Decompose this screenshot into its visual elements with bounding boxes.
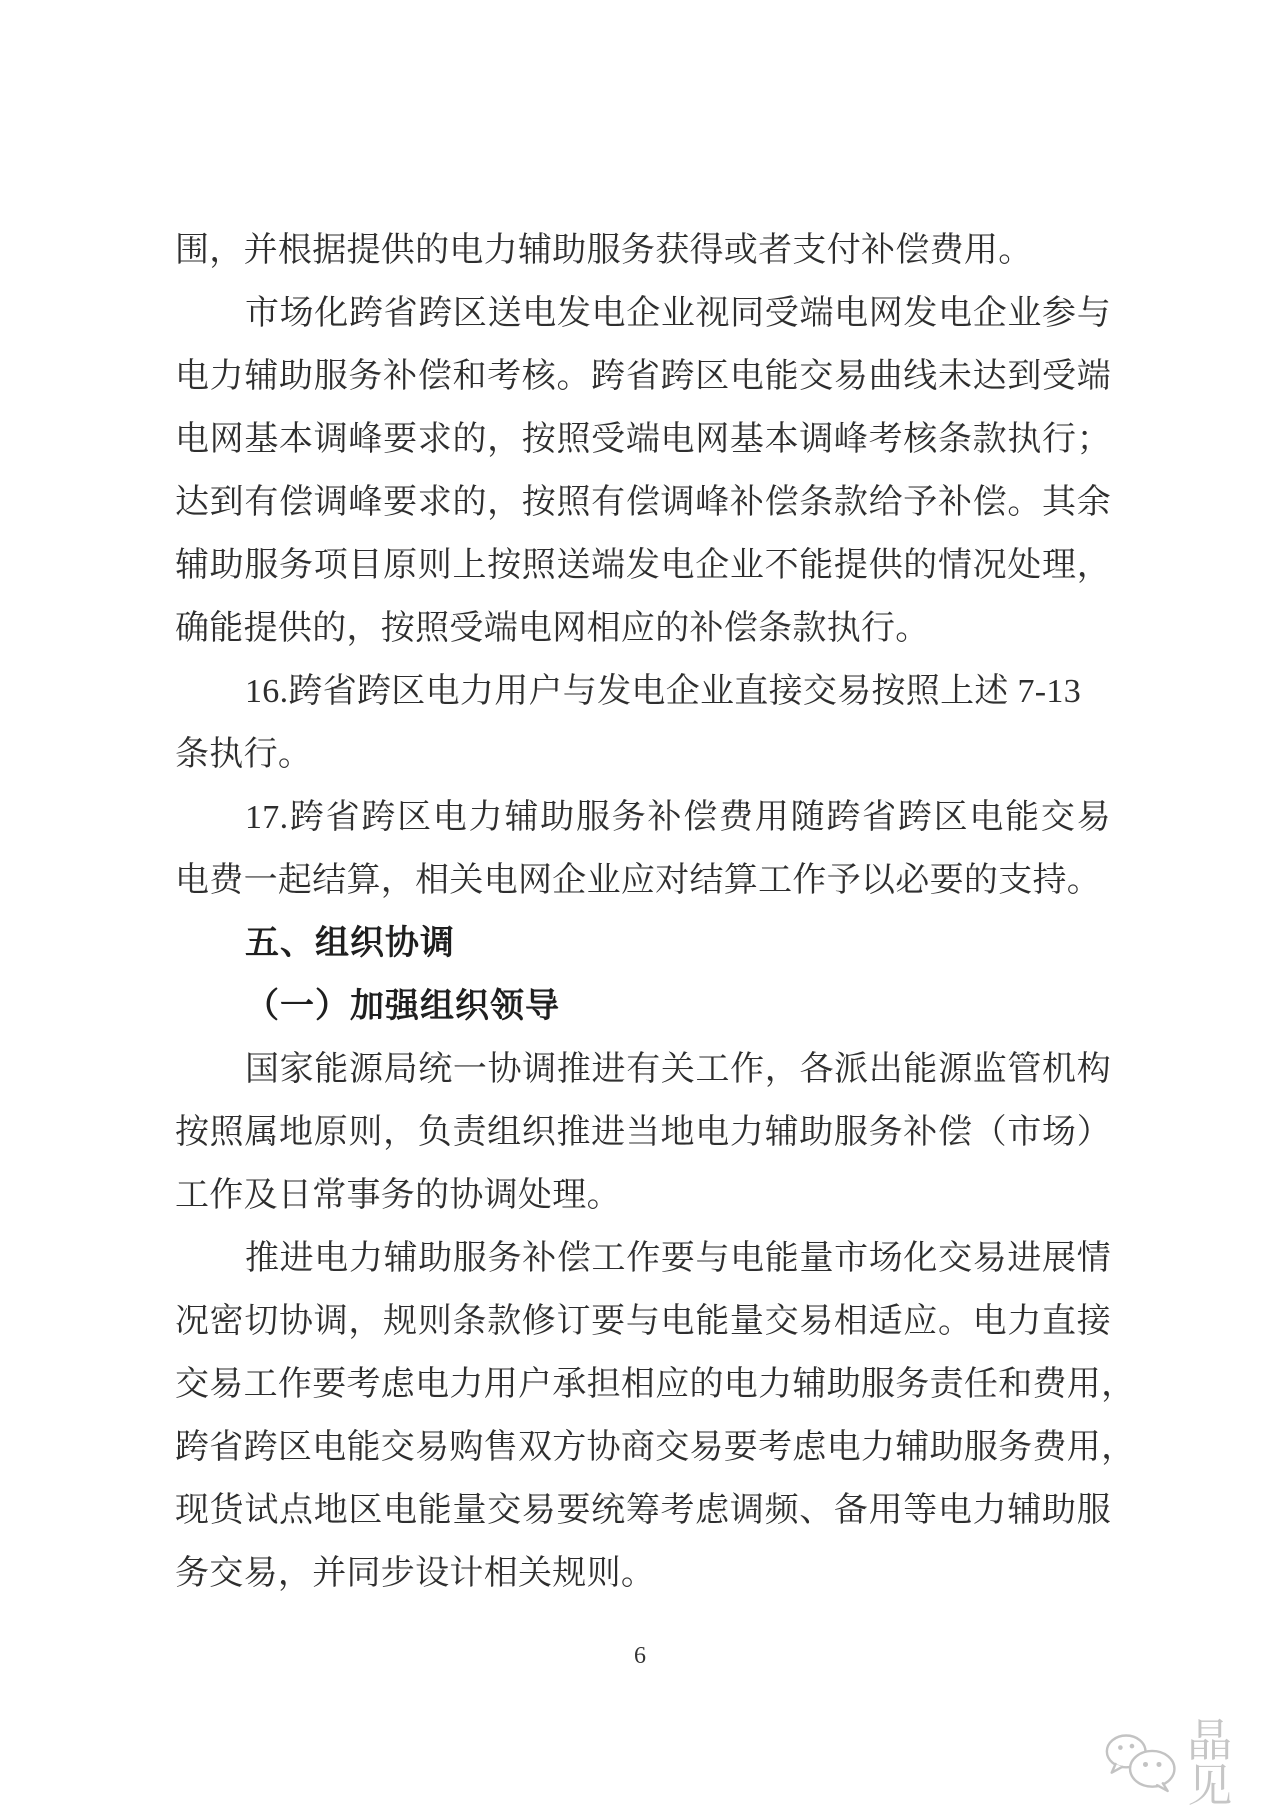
text-line: 务交易，并同步设计相关规则。 <box>175 1555 656 1592</box>
text-line: 电网基本调峰要求的，按照受端电网基本调峰考核条款执行； <box>175 421 1111 458</box>
wechat-icon <box>1103 1732 1178 1794</box>
text-line: 确能提供的，按照受端电网相应的补偿条款执行。 <box>175 610 930 647</box>
text-line: 达到有偿调峰要求的，按照有偿调峰补偿条款给予补偿。其余 <box>175 484 1111 521</box>
text-line: 辅助服务项目原则上按照送端发电企业不能提供的情况处理， <box>175 547 1111 584</box>
text-line: 电费一起结算，相关电网企业应对结算工作予以必要的支持。 <box>175 862 1102 899</box>
document-body <box>175 219 1136 1605</box>
text-line-item-16: 16.跨省跨区电力用户与发电企业直接交易按照上述 7-13 <box>245 673 1082 710</box>
subsection-heading: （一）加强组织领导 <box>245 987 560 1025</box>
text-line: 按照属地原则，负责组织推进当地电力辅助服务补偿（市场） <box>175 1114 1111 1151</box>
text-line: 跨省跨区电能交易购售双方协商交易要考虑电力辅助服务费用， <box>175 1429 1136 1466</box>
text-line: 推进电力辅助服务补偿工作要与电能量市场化交易进展情 <box>245 1240 1111 1277</box>
text-line: 条执行。 <box>175 736 313 773</box>
text-line: 交易工作要考虑电力用户承担相应的电力辅助服务责任和费用， <box>175 1366 1136 1403</box>
brand-name: 晶见 <box>1187 1715 1236 1809</box>
text-line: 工作及日常事务的协调处理。 <box>175 1177 621 1214</box>
page-number: 6 <box>634 1643 646 1669</box>
section-heading: 五、组织协调 <box>245 924 455 962</box>
text-line: 围，并根据提供的电力辅助服务获得或者支付补偿费用。 <box>175 232 1033 269</box>
text-line: 况密切协调，规则条款修订要与电能量交易相适应。电力直接 <box>175 1303 1111 1340</box>
text-line-item-17: 17.跨省跨区电力辅助服务补偿费用随跨省跨区电能交易 <box>245 799 1111 836</box>
brand-watermark <box>1103 1715 1280 1809</box>
text-line: 现货试点地区电能量交易要统筹考虑调频、备用等电力辅助服 <box>175 1492 1111 1529</box>
text-line: 国家能源局统一协调推进有关工作，各派出能源监管机构 <box>245 1051 1111 1088</box>
text-line: 电力辅助服务补偿和考核。跨省跨区电能交易曲线未达到受端 <box>175 358 1111 395</box>
text-line: 市场化跨省跨区送电发电企业视同受端电网发电企业参与 <box>245 295 1111 332</box>
